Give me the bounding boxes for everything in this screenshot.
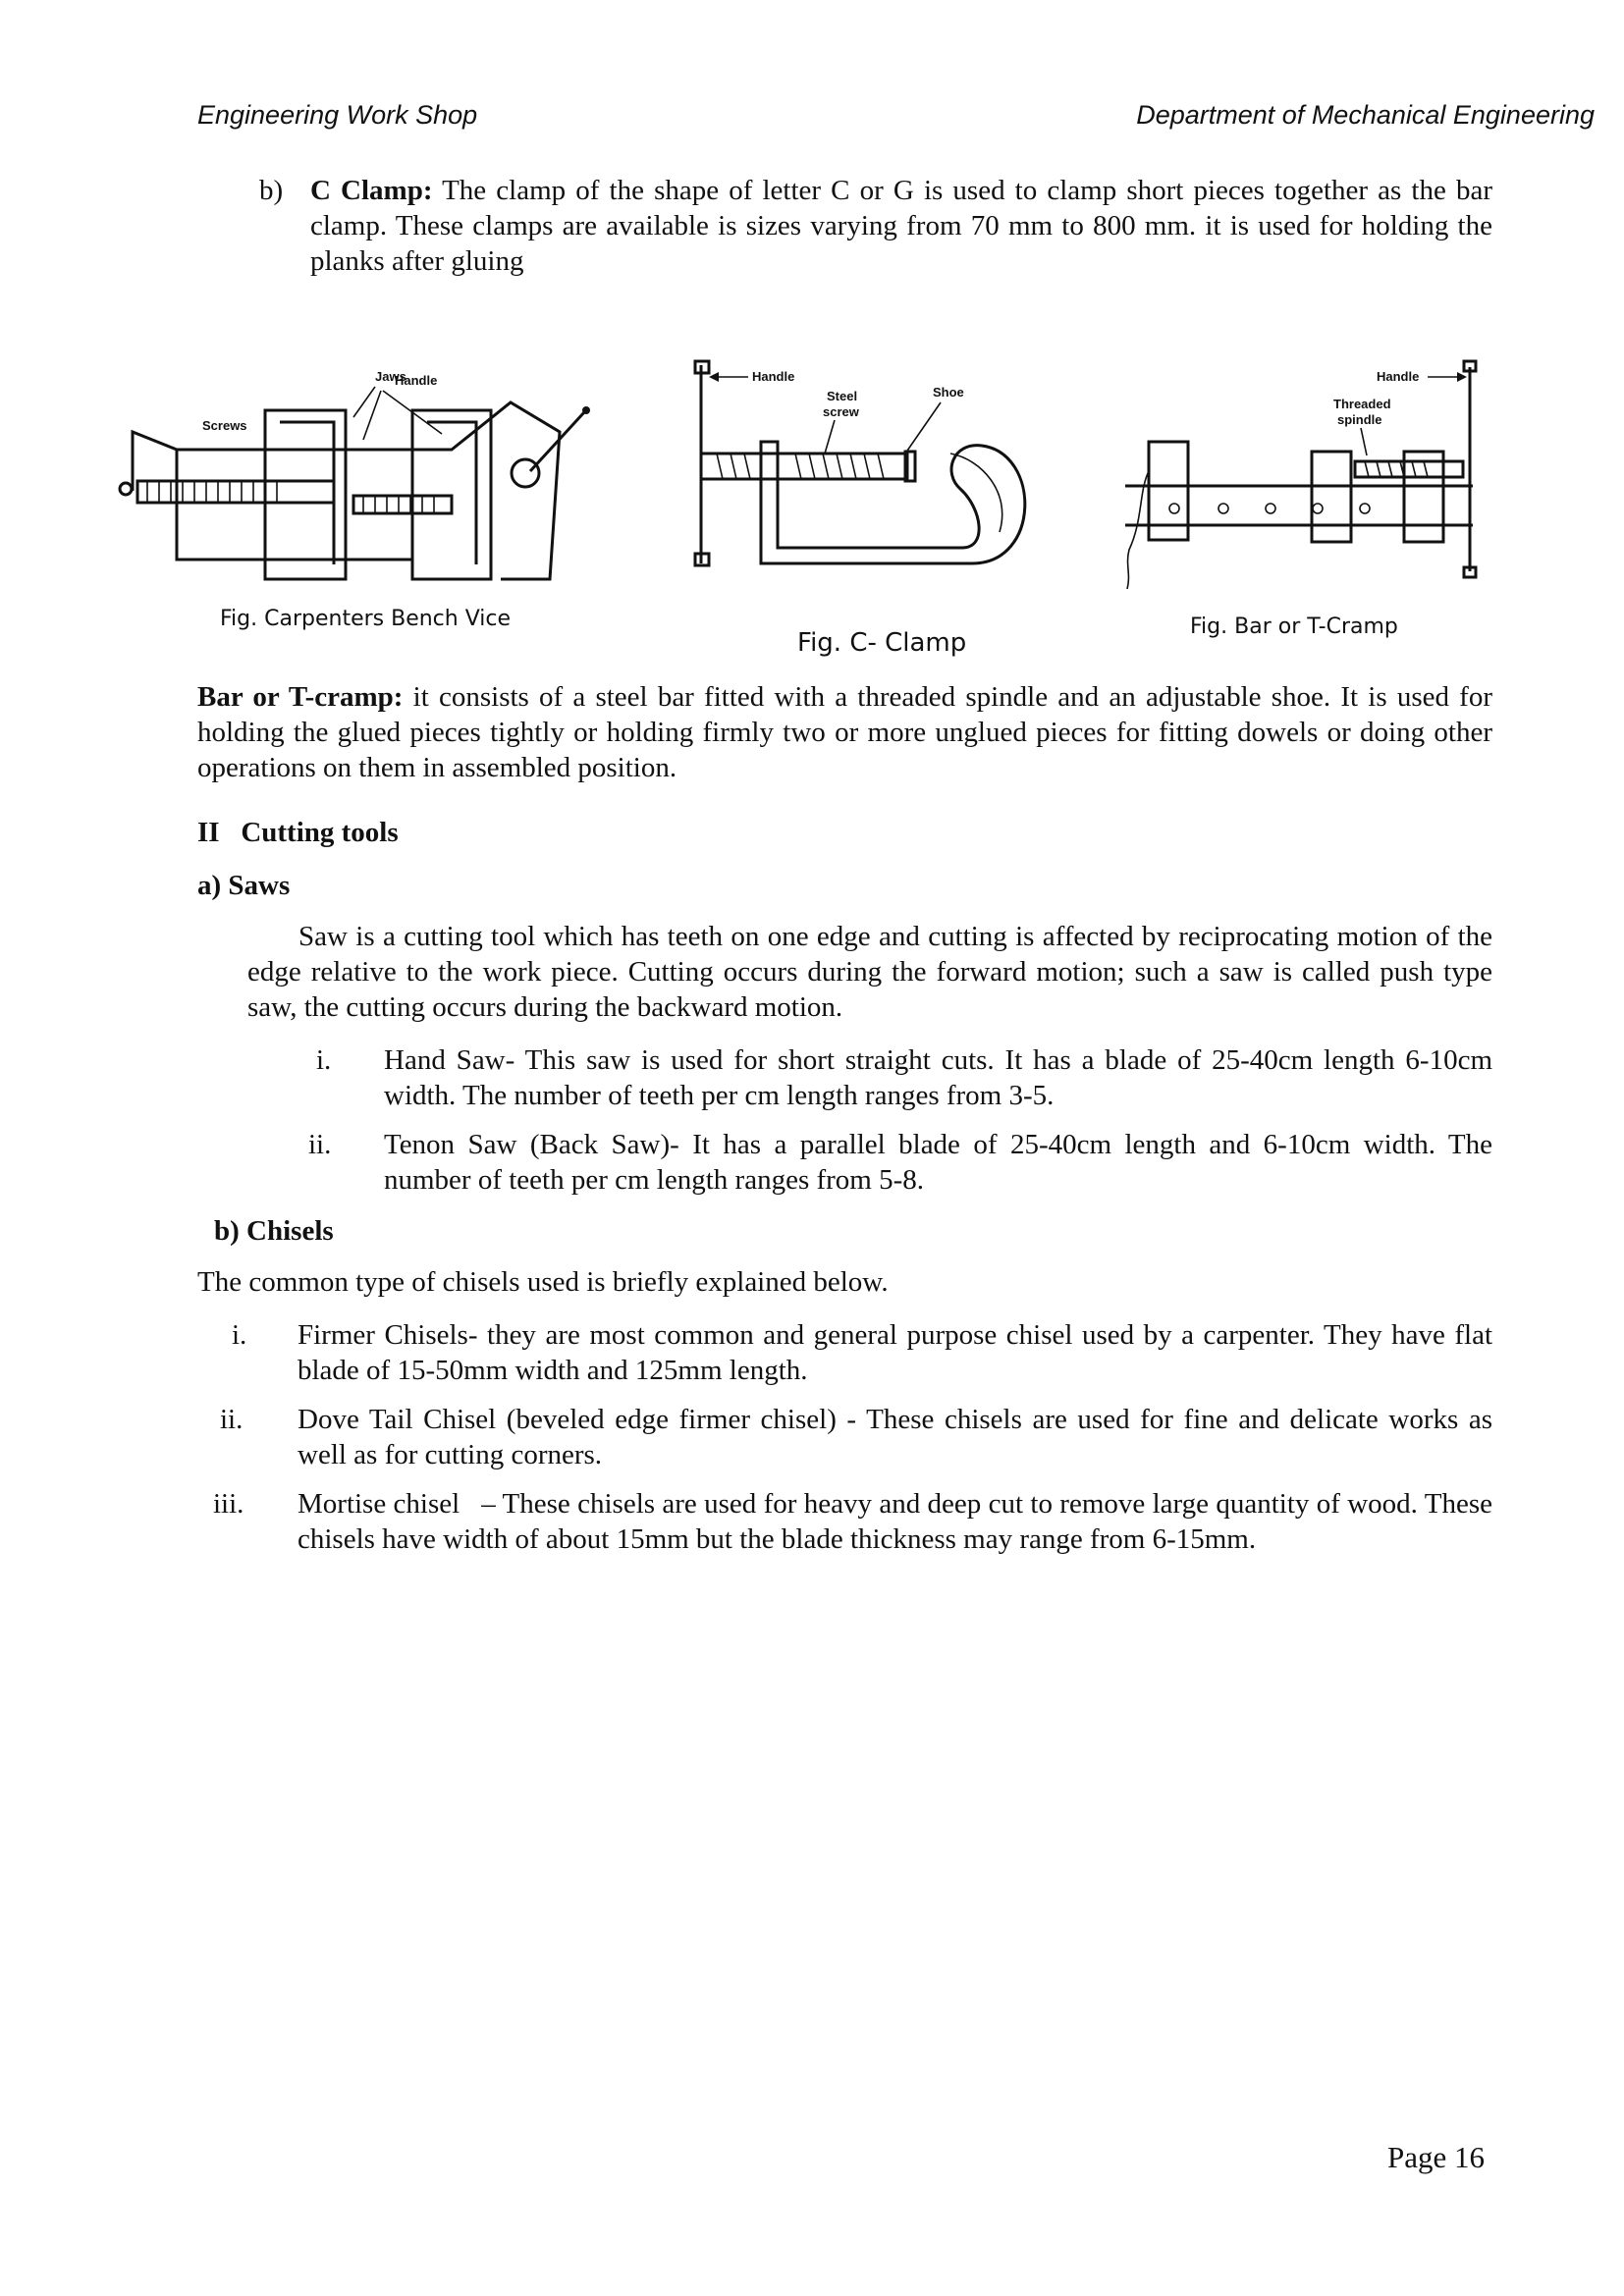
t-cramp-spindle [1355,461,1463,477]
arrow [825,420,835,454]
vice-screw-upper [137,481,334,503]
chisels-intro: The common type of chisels used is briefly explained below. [197,1266,889,1298]
c-clamp-label-handle: Handle [752,369,795,384]
vice-screw-lower-threads [363,496,434,513]
chisel-item-2-text: Dove Tail Chisel (beveled edge firmer chisel) - These chisels are used for fine and delicate works as well as for cutting corners. [298,1404,1492,1470]
header-left: Engineering Work Shop [197,100,478,130]
t-cramp-label-threaded: Threaded [1333,397,1391,411]
c-clamp-caption: Fig. C- Clamp [797,628,967,658]
saw-item-1-text: Hand Saw- This saw is used for short straight cuts. It has a blade of 25-40cm length 6-10cm width. The number of teeth per cm length ranges from 3-5. [384,1044,1492,1111]
c-clamp-threads [717,454,884,479]
t-cramp-spindle-threads [1365,461,1428,477]
bench-vice-jaws-label [373,365,432,389]
bench-vice-label-jaws: Jaws [375,369,406,384]
saw-item-2-text: Tenon Saw (Back Saw)- It has a parallel blade of 25-40cm length and 6-10cm width. The number of teeth per cm length ranges from 5-8. [384,1129,1492,1196]
chisel-item-2-num: ii. [220,1404,244,1435]
c-clamp-term: C Clamp: [310,175,433,206]
arrow [353,387,375,417]
bench-vice-label-screws: Screws [202,418,247,433]
c-clamp-frame-inner [950,454,1002,532]
arrow [905,402,941,454]
t-cramp-hole [1218,504,1228,513]
c-clamp-figure [687,355,1060,591]
saw-item-1-num: i. [316,1044,332,1076]
c-clamp-marker: b) [259,175,284,206]
header-right: Department of Mechanical Engineering [1136,100,1595,130]
arrowhead [1457,372,1467,382]
chisel-item-1-num: i. [232,1319,247,1351]
t-cramp-hole [1360,504,1370,513]
arrow [1361,428,1367,455]
bench-vice-label-handle: Handle [395,373,438,388]
saws-heading: a) Saws [197,870,291,901]
t-cramp-hole [1169,504,1179,513]
saws-intro: Saw is a cutting tool which has teeth on one edge and cutting is affected by reciprocating motion of the edge relative to the work piece. Cutting occurs during the forward motion; such a saw is called push type saw, the cutting occurs during the backward motion. [247,921,1492,1023]
t-cramp-hole [1266,504,1275,513]
chisel-item-3-num: iii. [213,1488,244,1520]
arrow [363,391,381,440]
chisels-heading: b) Chisels [214,1215,334,1247]
saw-item-2-num: ii. [308,1129,332,1160]
vice-screw-threads [147,481,277,503]
vice-jaw-left-inner [280,422,334,564]
t-cramp-chain [1127,471,1149,589]
section-heading-cutting-tools: II Cutting tools [197,817,399,848]
vice-screw-lower [353,496,452,513]
bar-cramp-text: it consists of a steel bar fitted with a threaded spindle and an adjustable shoe. It is used for holding the glued pieces tightly or holding firmly two or more unglued pieces for fitting dowels or doing other operations on them in assembled position. [197,681,1492,783]
bar-cramp-paragraph [197,679,1492,785]
chisel-item-3-text: Mortise chisel – These chisels are used for heavy and deep cut to remove large quantity of wood. These chisels have width of about 15mm but the blade thickness may range from 6-15mm. [298,1488,1500,1555]
c-clamp-paragraph [310,173,1492,279]
c-clamp-frame [761,442,1025,563]
c-clamp-label-steel: Steel [827,389,858,403]
t-cramp-head [1404,452,1443,542]
vice-knob [120,483,132,495]
t-cramp-label-spindle: spindle [1337,412,1382,427]
t-cramp-label-handle: Handle [1377,369,1420,384]
t-cramp-handle-cap-top [1464,361,1476,371]
bench-vice-figure [118,363,609,599]
c-clamp-label-shoe: Shoe [933,385,964,400]
vice-jaw-right-inner [427,422,476,564]
t-cramp-hole [1313,504,1323,513]
c-clamp-shoe [905,452,915,481]
bar-cramp-term: Bar or T-cramp: [197,681,404,713]
bench-vice-caption: Fig. Carpenters Bench Vice [220,607,512,631]
c-clamp-label-screw: screw [823,404,859,419]
t-cramp-handle-cap-bottom [1464,567,1476,577]
chisel-item-1-body: Firmer Chisels- they are most common and general purpose chisel used by a carpenter. They have flat blade of 15-50mm width and 125mm length. [298,1319,1492,1386]
c-clamp-text: The clamp of the shape of letter C or G is used to clamp short pieces together as the bar clamp. These clamps are available is sizes varying from 70 mm to 800 mm. it is used for holding the planks after gluing [310,175,1492,277]
t-cramp-caption: Fig. Bar or T-Cramp [1190,614,1398,639]
page-number: Page 16 [1386,2140,1485,2174]
vice-handle-end [582,406,590,414]
vice-frame-lower [177,450,412,560]
chisel-item-1-text [298,1317,1492,1388]
t-cramp-shoe [1312,452,1351,542]
t-cramp-figure [1119,353,1492,589]
vice-handle-hub [512,459,539,487]
